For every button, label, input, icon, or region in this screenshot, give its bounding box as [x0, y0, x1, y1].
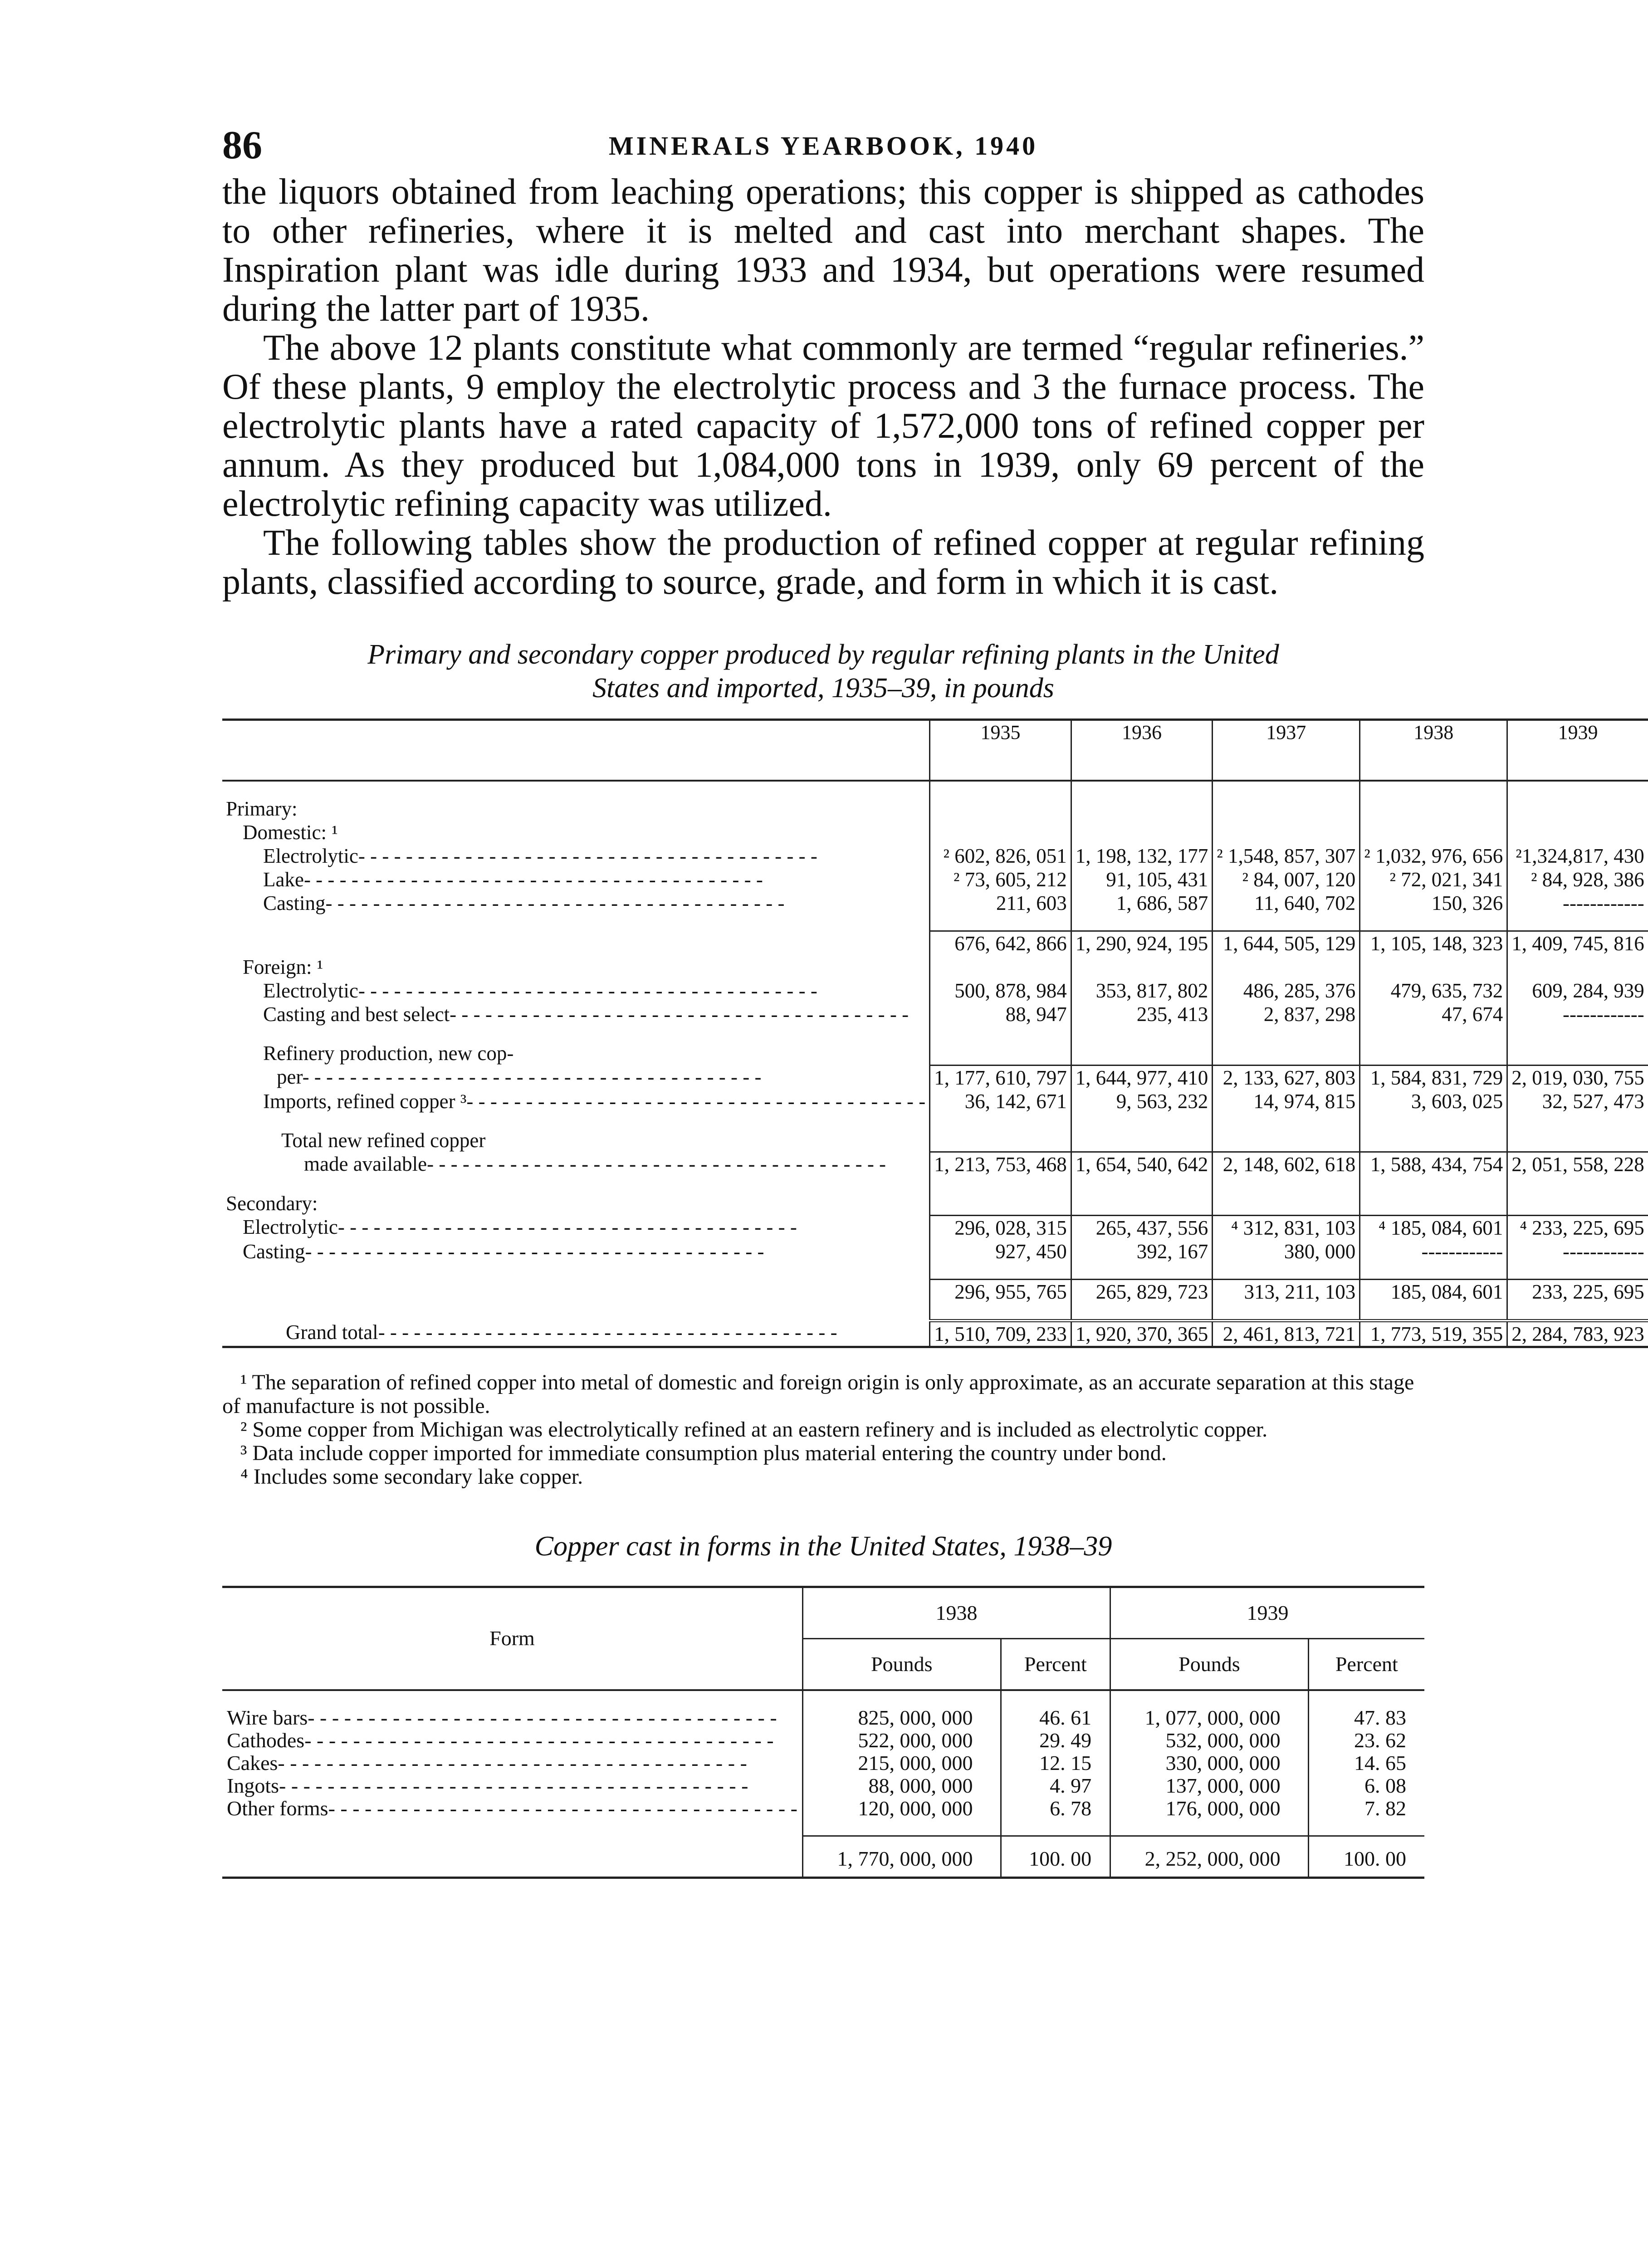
table-row: Foreign: ¹: [222, 955, 1648, 979]
footnotes: [222, 1371, 1424, 1489]
totals-row: 1, 770, 000, 000 100. 00 2, 252, 000, 000 100. 00: [222, 1836, 1424, 1878]
copper-forms-table: [222, 1586, 1424, 1879]
running-head: MINERALS YEARBOOK, 1940: [608, 131, 1038, 161]
year-1938: 1938: [1360, 720, 1507, 781]
footnote-4: ⁴ Includes some secondary lake copper.: [240, 1464, 583, 1489]
footnote-2: ² Some copper from Michigan was electrolytically refined at an eastern refinery and is included as electrolytic copper.: [240, 1417, 1268, 1442]
paragraph-2: The above 12 plants constitute what commonly are termed “regular refineries.” Of these plants, 9 employ the electrolytic process and 3 the furnace process. The electrolytic plants have a rated capacity of 1,572,000 tons of refined copper per annum. As they produced but 1,084,000 tons in 1939, only 69 percent of the electrolytic refining capacity was utilized.: [222, 328, 1424, 524]
pounds-header-1938: Pounds: [802, 1638, 1001, 1690]
table-row: Electrolytic - - - 500, 878, 984 353, 817, 802 486, 285, 376 479, 635, 732 609, 284, 939: [222, 979, 1648, 1002]
year-1939: 1939: [1110, 1587, 1424, 1638]
table-row: Secondary:: [222, 1192, 1648, 1215]
table1-header-row: [222, 720, 1648, 781]
table1-caption-line2: States and imported, 1935–39, in pounds: [592, 673, 1054, 704]
table-row: Primary:: [222, 797, 1648, 821]
table-row: made available - - - 1, 213, 753, 468 1, 654, 540, 642 2, 148, 602, 618 1, 588, 434, 754 2, 051, 558, 228: [222, 1152, 1648, 1177]
table-row: 296, 955, 765 265, 829, 723 313, 211, 103 185, 084, 601 233, 225, 695: [222, 1279, 1648, 1304]
table-row: 676, 642, 866 1, 290, 924, 195 1, 644, 505, 129 1, 105, 148, 323 1, 409, 745, 816: [222, 931, 1648, 956]
table-row: Total new refined copper: [222, 1129, 1648, 1152]
table-row: Domestic: ¹: [222, 821, 1648, 844]
grand-total-row: Grand total - - - 1, 510, 709, 233 1, 920, 370, 365 2, 461, 813, 721 1, 773, 519, 355 2, 284, 783, 923: [222, 1320, 1648, 1347]
year-1936: 1936: [1071, 720, 1213, 781]
page-header: [222, 122, 1424, 172]
table-row: Cakes - - - 215, 000, 000 12. 15 330, 000, 000 14. 65: [222, 1752, 1424, 1774]
year-1937: 1937: [1213, 720, 1360, 781]
table-row: Casting - - - 211, 603 1, 686, 587 11, 640, 702 150, 326 ------------: [222, 891, 1648, 915]
page-number: 86: [222, 123, 262, 167]
refined-copper-table: [222, 719, 1648, 1348]
table-row: Ingots - - - 88, 000, 000 4. 97 137, 000, 000 6. 08: [222, 1774, 1424, 1797]
page: [222, 122, 1644, 1879]
year-1935: 1935: [930, 720, 1071, 781]
percent-header-1939: Percent: [1308, 1638, 1424, 1690]
footnote-1: ¹ The separation of refined copper into metal of domestic and foreign origin is only approximate, as an accurate separation at this stage of manufacture is not possible.: [222, 1370, 1414, 1418]
paragraph-1: the liquors obtained from leaching operations; this copper is shipped as cathodes to other refineries, where it is melted and cast into merchant shapes. The Inspiration plant was idle during 1933 and 1934, but operations were resumed during the latter part of 1935.: [222, 172, 1424, 329]
table-row: Imports, refined copper ³ - - - 36, 142, 671 9, 563, 232 14, 974, 815 3, 603, 025 32, 527, 473: [222, 1090, 1648, 1113]
table-row: Other forms - - - 120, 000, 000 6. 78 176, 000, 000 7. 82: [222, 1797, 1424, 1820]
table-row: per - - - 1, 177, 610, 797 1, 644, 977, 410 2, 133, 627, 803 1, 584, 831, 729 2, 019, 030, 755: [222, 1065, 1648, 1090]
table-row: Lake - - - ² 73, 605, 212 91, 105, 431 ² 84, 007, 120 ² 72, 021, 341 ² 84, 928, 386: [222, 868, 1648, 891]
year-1938: 1938: [802, 1587, 1110, 1638]
table1-caption-line1: Primary and secondary copper produced by regular refining plants in the United: [367, 639, 1279, 670]
paragraph-3: The following tables show the production of refined copper at regular refining plants, classified according to source, grade, and form in which it is cast.: [222, 523, 1424, 602]
table-row: Refinery production, new cop-: [222, 1041, 1648, 1065]
percent-header-1938: Percent: [1001, 1638, 1110, 1690]
form-header: Form: [222, 1587, 802, 1690]
table-row: Cathodes - - - 522, 000, 000 29. 49 532, 000, 000 23. 62: [222, 1729, 1424, 1752]
table-row: Electrolytic - - - 296, 028, 315 265, 437, 556 ⁴ 312, 831, 103 ⁴ 185, 084, 601 ⁴ 233, 225, 695: [222, 1215, 1648, 1240]
year-1939: 1939: [1507, 720, 1648, 781]
table-row: Casting - - - 927, 450 392, 167 380, 000 ------------ ------------: [222, 1240, 1648, 1263]
table-row: Electrolytic - - - ² 602, 826, 051 1, 198, 132, 177 ² 1,548, 857, 307 ² 1,032, 976, 656 ²1,324,817, 430: [222, 844, 1648, 868]
table-row: Casting and best select - - - 88, 947 235, 413 2, 837, 298 47, 674 ------------: [222, 1002, 1648, 1026]
table2-caption: Copper cast in forms in the United States, 1938–39: [534, 1530, 1112, 1562]
table-row: Wire bars - - - 825, 000, 000 46. 61 1, 077, 000, 000 47. 83: [222, 1706, 1424, 1729]
footnote-3: ³ Data include copper imported for immediate consumption plus material entering the country under bond.: [240, 1441, 1167, 1465]
pounds-header-1939: Pounds: [1110, 1638, 1309, 1690]
